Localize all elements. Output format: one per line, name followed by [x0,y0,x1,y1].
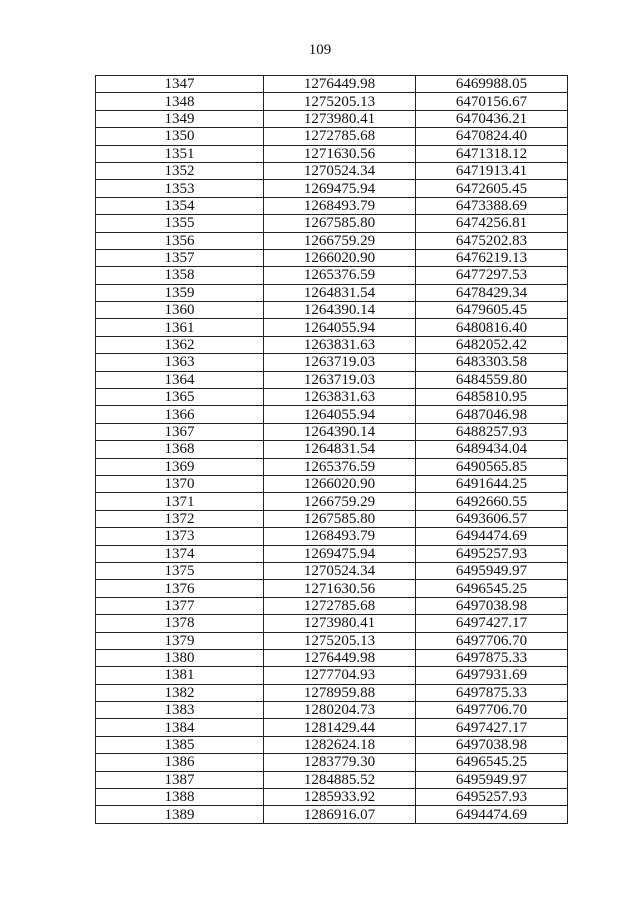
y-coordinate-cell: 6497427.17 [416,719,568,736]
y-coordinate-cell: 6491644.25 [416,475,568,492]
point-number-cell: 1383 [96,702,264,719]
coordinates-table-body [96,76,568,824]
point-number-cell: 1385 [96,736,264,753]
point-number-cell: 1364 [96,371,264,388]
y-coordinate-cell: 6476219.13 [416,249,568,266]
point-number-cell: 1379 [96,632,264,649]
y-coordinate-cell: 6484559.80 [416,371,568,388]
table-row [96,406,568,423]
table-row [96,76,568,93]
table-row [96,789,568,806]
table-row [96,771,568,788]
x-coordinate-cell: 1264055.94 [264,406,416,423]
table-row [96,128,568,145]
table-row [96,215,568,232]
table-row [96,441,568,458]
y-coordinate-cell: 6497038.98 [416,736,568,753]
y-coordinate-cell: 6470824.40 [416,128,568,145]
table-row [96,528,568,545]
table-row [96,284,568,301]
table-row [96,615,568,632]
y-coordinate-cell: 6482052.42 [416,336,568,353]
x-coordinate-cell: 1270524.34 [264,162,416,179]
table-row [96,667,568,684]
point-number-cell: 1366 [96,406,264,423]
y-coordinate-cell: 6471913.41 [416,162,568,179]
y-coordinate-cell: 6497706.70 [416,702,568,719]
table-row [96,649,568,666]
table-row [96,458,568,475]
y-coordinate-cell: 6495949.97 [416,771,568,788]
table-row [96,197,568,214]
x-coordinate-cell: 1273980.41 [264,615,416,632]
point-number-cell: 1369 [96,458,264,475]
x-coordinate-cell: 1263719.03 [264,354,416,371]
y-coordinate-cell: 6478429.34 [416,284,568,301]
x-coordinate-cell: 1267585.80 [264,510,416,527]
x-coordinate-cell: 1269475.94 [264,545,416,562]
table-row [96,371,568,388]
y-coordinate-cell: 6497038.98 [416,597,568,614]
x-coordinate-cell: 1272785.68 [264,128,416,145]
x-coordinate-cell: 1278959.88 [264,684,416,701]
x-coordinate-cell: 1265376.59 [264,267,416,284]
x-coordinate-cell: 1273980.41 [264,110,416,127]
point-number-cell: 1347 [96,76,264,93]
coordinates-table [95,75,568,824]
x-coordinate-cell: 1263719.03 [264,371,416,388]
y-coordinate-cell: 6495257.93 [416,545,568,562]
x-coordinate-cell: 1286916.07 [264,806,416,823]
point-number-cell: 1365 [96,389,264,406]
y-coordinate-cell: 6475202.83 [416,232,568,249]
point-number-cell: 1357 [96,249,264,266]
x-coordinate-cell: 1277704.93 [264,667,416,684]
x-coordinate-cell: 1283779.30 [264,754,416,771]
point-number-cell: 1356 [96,232,264,249]
y-coordinate-cell: 6469988.05 [416,76,568,93]
table-row [96,302,568,319]
point-number-cell: 1352 [96,162,264,179]
y-coordinate-cell: 6470436.21 [416,110,568,127]
y-coordinate-cell: 6497427.17 [416,615,568,632]
point-number-cell: 1358 [96,267,264,284]
point-number-cell: 1381 [96,667,264,684]
x-coordinate-cell: 1276449.98 [264,649,416,666]
x-coordinate-cell: 1280204.73 [264,702,416,719]
point-number-cell: 1361 [96,319,264,336]
point-number-cell: 1388 [96,789,264,806]
y-coordinate-cell: 6471318.12 [416,145,568,162]
x-coordinate-cell: 1270524.34 [264,562,416,579]
x-coordinate-cell: 1285933.92 [264,789,416,806]
y-coordinate-cell: 6474256.81 [416,215,568,232]
x-coordinate-cell: 1272785.68 [264,597,416,614]
table-row [96,145,568,162]
y-coordinate-cell: 6480816.40 [416,319,568,336]
x-coordinate-cell: 1266759.29 [264,493,416,510]
y-coordinate-cell: 6494474.69 [416,806,568,823]
y-coordinate-cell: 6497875.33 [416,649,568,666]
x-coordinate-cell: 1282624.18 [264,736,416,753]
point-number-cell: 1386 [96,754,264,771]
point-number-cell: 1350 [96,128,264,145]
point-number-cell: 1368 [96,441,264,458]
x-coordinate-cell: 1268493.79 [264,528,416,545]
point-number-cell: 1382 [96,684,264,701]
table-row [96,354,568,371]
y-coordinate-cell: 6496545.25 [416,580,568,597]
table-row [96,249,568,266]
x-coordinate-cell: 1264390.14 [264,302,416,319]
y-coordinate-cell: 6483303.58 [416,354,568,371]
point-number-cell: 1354 [96,197,264,214]
point-number-cell: 1351 [96,145,264,162]
table-row [96,267,568,284]
x-coordinate-cell: 1264055.94 [264,319,416,336]
table-row [96,110,568,127]
y-coordinate-cell: 6490565.85 [416,458,568,475]
x-coordinate-cell: 1265376.59 [264,458,416,475]
table-row [96,93,568,110]
page-number: 109 [308,42,332,58]
point-number-cell: 1387 [96,771,264,788]
x-coordinate-cell: 1275205.13 [264,93,416,110]
point-number-cell: 1355 [96,215,264,232]
x-coordinate-cell: 1263831.63 [264,336,416,353]
y-coordinate-cell: 6496545.25 [416,754,568,771]
point-number-cell: 1359 [96,284,264,301]
point-number-cell: 1370 [96,475,264,492]
y-coordinate-cell: 6485810.95 [416,389,568,406]
y-coordinate-cell: 6497706.70 [416,632,568,649]
x-coordinate-cell: 1276449.98 [264,76,416,93]
table-row [96,580,568,597]
x-coordinate-cell: 1271630.56 [264,145,416,162]
table-row [96,736,568,753]
y-coordinate-cell: 6492660.55 [416,493,568,510]
table-row [96,702,568,719]
x-coordinate-cell: 1267585.80 [264,215,416,232]
table-row [96,545,568,562]
table-row [96,336,568,353]
y-coordinate-cell: 6488257.93 [416,423,568,440]
table-row [96,632,568,649]
y-coordinate-cell: 6470156.67 [416,93,568,110]
y-coordinate-cell: 6497875.33 [416,684,568,701]
y-coordinate-cell: 6479605.45 [416,302,568,319]
table-row [96,232,568,249]
point-number-cell: 1348 [96,93,264,110]
point-number-cell: 1363 [96,354,264,371]
x-coordinate-cell: 1266020.90 [264,475,416,492]
point-number-cell: 1371 [96,493,264,510]
point-number-cell: 1389 [96,806,264,823]
table-row [96,319,568,336]
y-coordinate-cell: 6494474.69 [416,528,568,545]
point-number-cell: 1378 [96,615,264,632]
table-row [96,684,568,701]
point-number-cell: 1353 [96,180,264,197]
y-coordinate-cell: 6493606.57 [416,510,568,527]
point-number-cell: 1375 [96,562,264,579]
x-coordinate-cell: 1264390.14 [264,423,416,440]
y-coordinate-cell: 6497931.69 [416,667,568,684]
y-coordinate-cell: 6495257.93 [416,789,568,806]
table-row [96,510,568,527]
point-number-cell: 1349 [96,110,264,127]
table-row [96,806,568,823]
y-coordinate-cell: 6473388.69 [416,197,568,214]
table-row [96,180,568,197]
table-row [96,423,568,440]
point-number-cell: 1372 [96,510,264,527]
point-number-cell: 1367 [96,423,264,440]
y-coordinate-cell: 6495949.97 [416,562,568,579]
x-coordinate-cell: 1266759.29 [264,232,416,249]
table-row [96,562,568,579]
table-row [96,597,568,614]
y-coordinate-cell: 6472605.45 [416,180,568,197]
x-coordinate-cell: 1268493.79 [264,197,416,214]
table-row [96,389,568,406]
table-row [96,493,568,510]
point-number-cell: 1373 [96,528,264,545]
x-coordinate-cell: 1264831.54 [264,441,416,458]
point-number-cell: 1380 [96,649,264,666]
table-row [96,475,568,492]
x-coordinate-cell: 1266020.90 [264,249,416,266]
x-coordinate-cell: 1275205.13 [264,632,416,649]
y-coordinate-cell: 6489434.04 [416,441,568,458]
point-number-cell: 1376 [96,580,264,597]
y-coordinate-cell: 6487046.98 [416,406,568,423]
x-coordinate-cell: 1281429.44 [264,719,416,736]
point-number-cell: 1362 [96,336,264,353]
table-row [96,754,568,771]
point-number-cell: 1360 [96,302,264,319]
x-coordinate-cell: 1269475.94 [264,180,416,197]
point-number-cell: 1374 [96,545,264,562]
y-coordinate-cell: 6477297.53 [416,267,568,284]
point-number-cell: 1377 [96,597,264,614]
x-coordinate-cell: 1284885.52 [264,771,416,788]
table-row [96,719,568,736]
point-number-cell: 1384 [96,719,264,736]
x-coordinate-cell: 1264831.54 [264,284,416,301]
x-coordinate-cell: 1263831.63 [264,389,416,406]
x-coordinate-cell: 1271630.56 [264,580,416,597]
table-row [96,162,568,179]
